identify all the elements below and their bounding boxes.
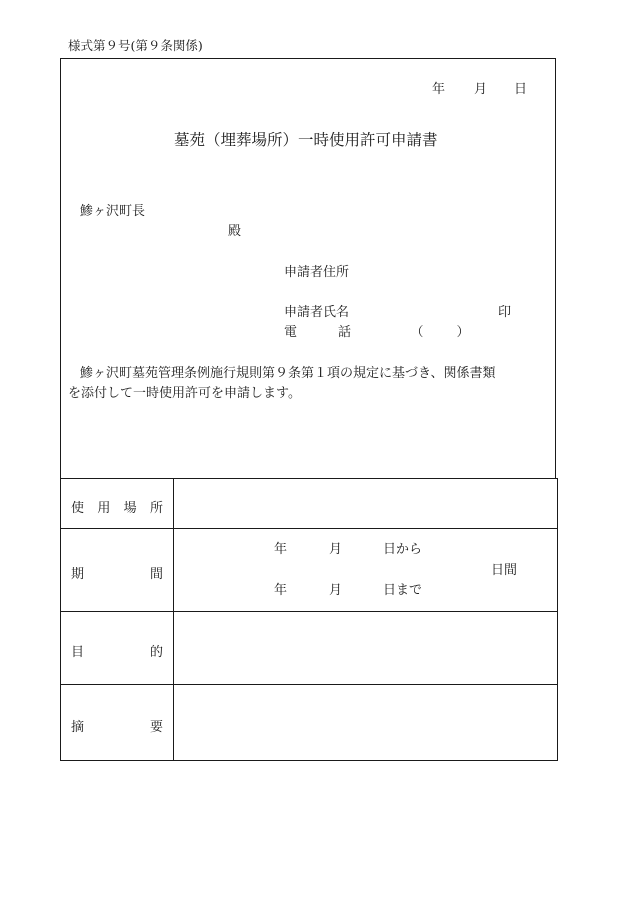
phone-parentheses	[398, 325, 482, 341]
place-of-use-field[interactable]	[175, 479, 557, 528]
period-from-day: 日から	[383, 542, 423, 557]
row-divider	[61, 528, 557, 529]
row-divider	[61, 611, 557, 612]
form-reference: 様式第９号(第９条関係)	[68, 38, 203, 53]
period-to-year: 年	[274, 583, 288, 598]
table-column-divider	[173, 479, 174, 760]
phone-paren-open: （	[410, 325, 424, 340]
period-days: 日間	[491, 563, 518, 578]
date-month-label: 月	[474, 82, 488, 97]
row-divider	[61, 684, 557, 685]
body-text-line-1: 鯵ヶ沢町墓苑管理条例施行規則第９条第１項の規定に基づき、関係書類	[80, 366, 496, 381]
document-title: 墓苑（埋葬場所）一時使用許可申請書	[174, 131, 438, 149]
period-to-day: 日まで	[383, 583, 423, 598]
phone-label-first: 電	[284, 325, 298, 340]
period-from-year: 年	[274, 542, 288, 557]
label-place-of-use: 使 用 場 所	[71, 501, 163, 516]
seal-mark: 印	[498, 305, 512, 320]
period-to-month: 月	[329, 583, 343, 598]
label-period: 期 間	[71, 567, 163, 582]
label-remarks: 摘 要	[71, 720, 163, 735]
date-year-label: 年	[432, 82, 446, 97]
applicant-name-label: 申請者氏名	[284, 305, 350, 320]
phone-paren-close: ）	[456, 325, 470, 340]
applicant-address-label: 申請者住所	[284, 265, 350, 280]
details-table	[60, 478, 558, 761]
period-from-month: 月	[329, 542, 343, 557]
addressee-name: 鯵ヶ沢町長	[80, 204, 146, 219]
purpose-field[interactable]	[175, 613, 557, 684]
body-text-line-2: を添付して一時使用許可を申請します。	[68, 386, 301, 401]
phone-label-second: 話	[338, 325, 352, 340]
addressee-honorific: 殿	[228, 224, 242, 239]
remarks-field[interactable]	[175, 686, 557, 760]
date-day-label: 日	[514, 82, 528, 97]
label-purpose: 目 的	[71, 645, 163, 660]
